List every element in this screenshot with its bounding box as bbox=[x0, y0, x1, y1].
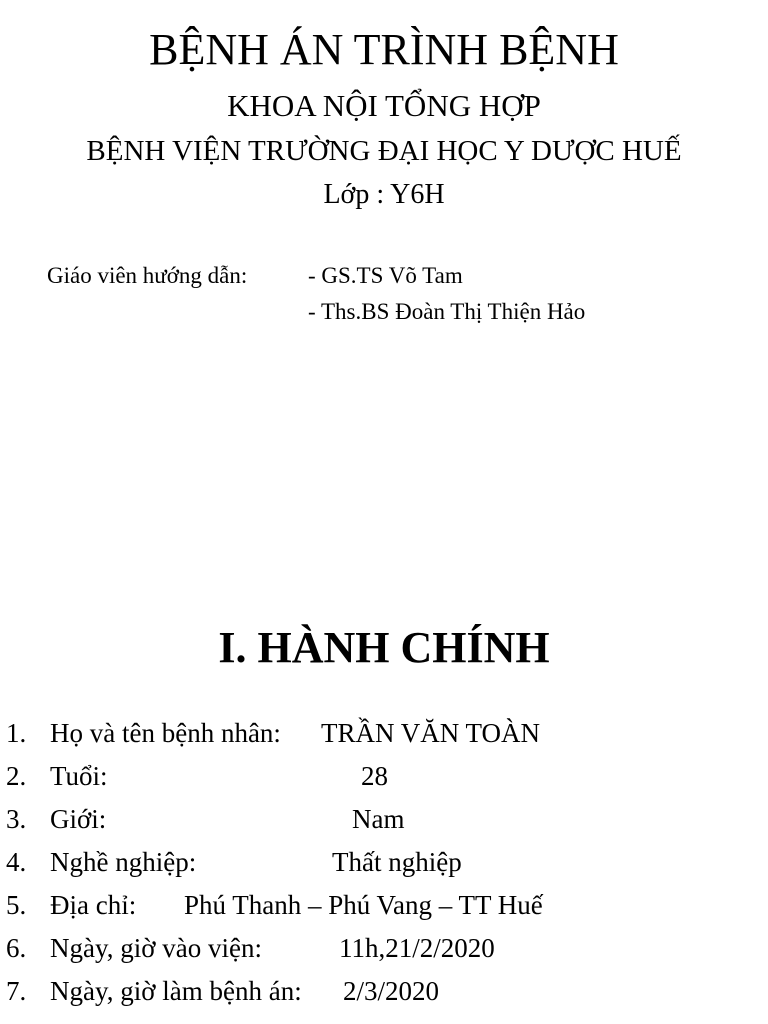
advisor-name: - GS.TS Võ Tam bbox=[308, 263, 463, 288]
row-label: Họ và tên bệnh nhân: bbox=[50, 718, 281, 748]
row-number: 1. bbox=[6, 718, 27, 748]
row-number: 2. bbox=[6, 761, 27, 791]
row-number: 4. bbox=[6, 847, 27, 877]
row-label: Ngày, giờ vào viện: bbox=[50, 933, 262, 963]
row-value: 11h,21/2/2020 bbox=[339, 933, 495, 963]
department-name: KHOA NỘI TỔNG HỢP bbox=[227, 88, 541, 123]
advisor-name: - Ths.BS Đoàn Thị Thiện Hảo bbox=[308, 299, 586, 324]
class-label: Lớp : Y6H bbox=[323, 179, 445, 210]
document-title: BỆNH ÁN TRÌNH BỆNH bbox=[149, 25, 619, 74]
row-label: Ngày, giờ làm bệnh án: bbox=[50, 976, 302, 1006]
row-value: 28 bbox=[361, 761, 388, 791]
row-number: 7. bbox=[6, 976, 27, 1006]
row-value: TRẦN VĂN TOÀN bbox=[321, 718, 541, 748]
advisor-label: Giáo viên hướng dẫn: bbox=[47, 263, 248, 288]
row-value: Phú Thanh – Phú Vang – TT Huế bbox=[184, 890, 543, 920]
row-number: 6. bbox=[6, 933, 27, 963]
row-number: 3. bbox=[6, 804, 27, 834]
row-number: 5. bbox=[6, 890, 27, 920]
row-value: Thất nghiệp bbox=[332, 847, 462, 877]
row-value: Nam bbox=[352, 804, 405, 834]
hospital-name: BỆNH VIỆN TRƯỜNG ĐẠI HỌC Y DƯỢC HUẾ bbox=[86, 135, 682, 167]
row-label: Tuổi: bbox=[50, 761, 108, 791]
row-label: Giới: bbox=[50, 804, 107, 834]
row-label: Địa chỉ: bbox=[50, 890, 137, 920]
row-value: 2/3/2020 bbox=[343, 976, 440, 1006]
row-label: Nghề nghiệp: bbox=[50, 847, 197, 877]
section-heading: I. HÀNH CHÍNH bbox=[218, 623, 550, 672]
